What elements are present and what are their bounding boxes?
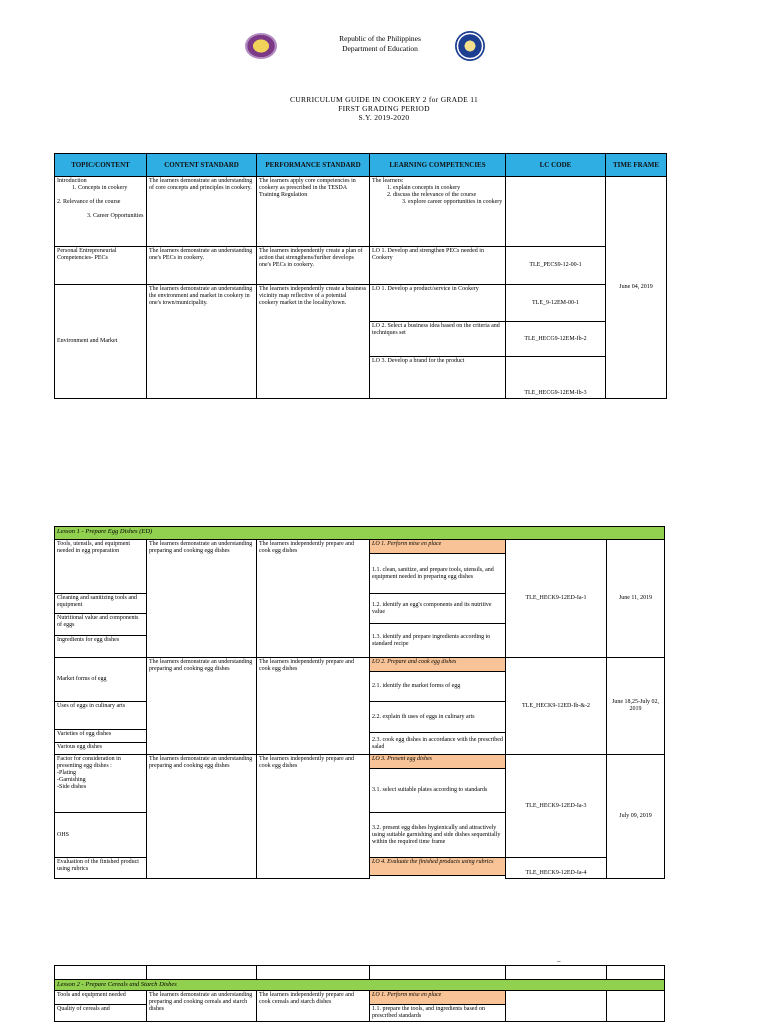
lesson-header: Lesson 1 - Prepare Egg Dishes (ED) <box>55 527 665 540</box>
topic-cell: Environment and Market <box>55 285 147 399</box>
learning-outcome-cell: LO 1. Perform mise en place <box>370 991 506 1005</box>
header-learning-competencies: LEARNING COMPETENCIES <box>370 154 506 177</box>
topic-cell: Introduction 1. Concepts in cookery 2. Relevance of the course 3. Career Opportunities <box>55 177 147 247</box>
lc-code-cell: TLE_HECK9-12ED-Ia-3 <box>506 755 607 858</box>
blank-cell <box>147 966 257 980</box>
curriculum-table-3 <box>54 965 665 1022</box>
content-standard-cell: The learners demonstrate an understanding the environment and market in cookery in one's town/municipality. <box>147 285 257 399</box>
competency-cell: LO 2. Select a business idea based on the criteria and techniques set <box>370 322 506 357</box>
learning-outcome-cell: LO 2. Prepare and cook egg dishes <box>370 658 506 672</box>
topic-cell: Uses of eggs in culinary arts <box>55 702 147 730</box>
learning-outcome-cell: LO 1. Perform mise en place <box>370 540 506 554</box>
performance-standard-cell: The learners independently prepare and cook egg dishes <box>257 755 370 879</box>
title-line-2: FIRST GRADING PERIOD <box>338 104 430 113</box>
topic-cell: Ingredients for egg dishes <box>55 636 147 658</box>
topic-cell: Factor for consideration in presenting egg dishes : -Plating -Garnishing -Side dishes <box>55 755 147 813</box>
header-content-standard: CONTENT STANDARD <box>147 154 257 177</box>
topic-cell: Tools, utensils, and equipment needed in egg preparation <box>55 540 147 594</box>
competency-cell: 1.2. identify an egg's components and its nutritive value <box>370 594 506 624</box>
learning-outcome-cell: LO 3. Present egg dishes <box>370 755 506 769</box>
topic-cell: Various egg dishes <box>55 743 147 755</box>
republic-line: Republic of the Philippines <box>339 34 421 43</box>
dash-mark: – <box>557 957 561 965</box>
competency-cell: 2.2. explain th uses of eggs in culinary arts <box>370 702 506 733</box>
competency-cell: LO 3. Develop a brand for the product <box>370 357 506 399</box>
content-standard-cell: The learners demonstrate an understanding preparing and cooking egg dishes <box>147 540 257 658</box>
lc-code-cell: TLE_HECK9-12ED-Ib-&-2 <box>506 658 607 755</box>
blank-cell <box>506 966 607 980</box>
content-standard-cell: The learners demonstrate an understanding preparing and cooking cereals and starch dishes <box>147 991 257 1022</box>
competency-cell: 3.2. present egg dishes hygienically and attractively using suitable garnishing and side dishes sequentially within the required time frame <box>370 813 506 858</box>
competency-cell: LO 1. Develop a product/service in Cookery <box>370 285 506 322</box>
competency-cell: The learners: 1. explain concepts in cookery 2. discuss the relevance of the course 3. explore career opportunities in cookery <box>370 177 506 247</box>
header-time-frame: TIME FRAME <box>606 154 667 177</box>
curriculum-table-1 <box>54 153 667 399</box>
topic-cell: Evaluation of the finished product using rubrics <box>55 858 147 879</box>
competency-cell: 2.1. identify the market forms of egg <box>370 672 506 702</box>
lc-code-cell: TLE_HECK9-12ED-Ia-4 <box>506 858 607 879</box>
competency-cell: LO 1. Develop and strengthen PECs needed in Cookery <box>370 247 506 285</box>
topic-cell: Cleaning and sanitizing tools and equipment <box>55 594 147 614</box>
competency-cell: 2.3. cook egg dishes in accordance with the prescribed salad <box>370 733 506 755</box>
learning-outcome-cell: LO 4. Evaluate the finished products using rubrics <box>370 858 506 876</box>
lc-code-cell: TLE_PECS9-12-00-1 <box>506 247 606 285</box>
competency-cell: 1.1. clean, sanitize, and prepare tools, utensils, and equipment needed in preparing egg dishes <box>370 554 506 594</box>
blank-cell <box>55 966 147 980</box>
lc-code-cell: TLE_HECK9-12ED-Ia-1 <box>506 540 607 658</box>
topic-cell: Tools and equipment needed <box>55 991 147 1005</box>
topic-cell: Personal Entrepreneurial Competencies- PECs <box>55 247 147 285</box>
curriculum-table-2 <box>54 526 665 879</box>
content-standard-cell: The learners demonstrate an understanding preparing and cooking egg dishes <box>147 658 257 755</box>
lc-code-cell <box>506 991 607 1022</box>
lc-code-cell: TLE_HECG9-12EM-Ib-2 <box>506 322 606 357</box>
header-text <box>300 34 460 54</box>
lesson-header: Lesson 2 - Prepare Cereals and Starch Dishes <box>55 980 665 991</box>
blank-cell <box>257 966 370 980</box>
header-lc-code: LC CODE <box>506 154 606 177</box>
content-standard-cell: The learners demonstrate an understanding one's PECs in cookery. <box>147 247 257 285</box>
competency-cell: 3.1. select suitable plates according to standards <box>370 769 506 813</box>
competency-cell: 1.1. prepare the tools, and ingredients based on prescribed standards <box>370 1005 506 1022</box>
lc-code-cell: TLE_9-12EM-00-1 <box>506 285 606 322</box>
time-frame-cell: June 11, 2019 <box>607 540 665 658</box>
header-topic: TOPIC/CONTENT <box>55 154 147 177</box>
title-line-3: S.Y. 2019-2020 <box>358 113 410 122</box>
time-frame-cell: June 04, 2019 <box>606 177 667 399</box>
performance-standard-cell: The learners independently prepare and cook egg dishes <box>257 658 370 755</box>
topic-cell: Market forms of egg <box>55 658 147 702</box>
performance-standard-cell: The learners independently create a business vicinity map reflective of a potential cookery market in the locality/town. <box>257 285 370 399</box>
competency-cell: 1.3. identify and prepare ingredients according to standard recipe <box>370 624 506 658</box>
competency-cell <box>370 876 506 879</box>
blank-cell <box>370 966 506 980</box>
topic-cell: Quality of cereals and <box>55 1005 147 1022</box>
lc-code-cell <box>506 177 606 247</box>
department-line: Department of Education <box>342 44 418 53</box>
performance-standard-cell: The learners apply core competencies in cookery as prescribed in the TESDA Training Regulation <box>257 177 370 247</box>
time-frame-cell <box>607 991 665 1022</box>
topic-cell: Varieties of egg dishes <box>55 730 147 743</box>
blank-cell <box>607 966 665 980</box>
content-standard-cell: The learners demonstrate an understanding of core concepts and principles in cookery. <box>147 177 257 247</box>
performance-standard-cell: The learners independently prepare and cook cereals and starch dishes <box>257 991 370 1022</box>
topic-cell: OHS <box>55 813 147 858</box>
header-performance-standard: PERFORMANCE STANDARD <box>257 154 370 177</box>
lc-code-cell: TLE_HECG9-12EM-Ib-3 <box>506 357 606 399</box>
deped-seal-logo <box>245 33 277 59</box>
performance-standard-cell: The learners independently prepare and cook egg dishes <box>257 540 370 658</box>
content-standard-cell: The learners demonstrate an understanding preparing and cooking egg dishes <box>147 755 257 879</box>
topic-cell: Nutritional value and components of eggs <box>55 614 147 636</box>
time-frame-cell: July 09, 2019 <box>607 755 665 879</box>
performance-standard-cell: The learners independently create a plan of action that strengthens/further develops one's PECs in cookery. <box>257 247 370 285</box>
title-line-1: CURRICULUM GUIDE IN COOKERY 2 for GRADE 11 <box>289 95 479 104</box>
time-frame-cell: June 18,25-July 02, 2019 <box>607 658 665 755</box>
